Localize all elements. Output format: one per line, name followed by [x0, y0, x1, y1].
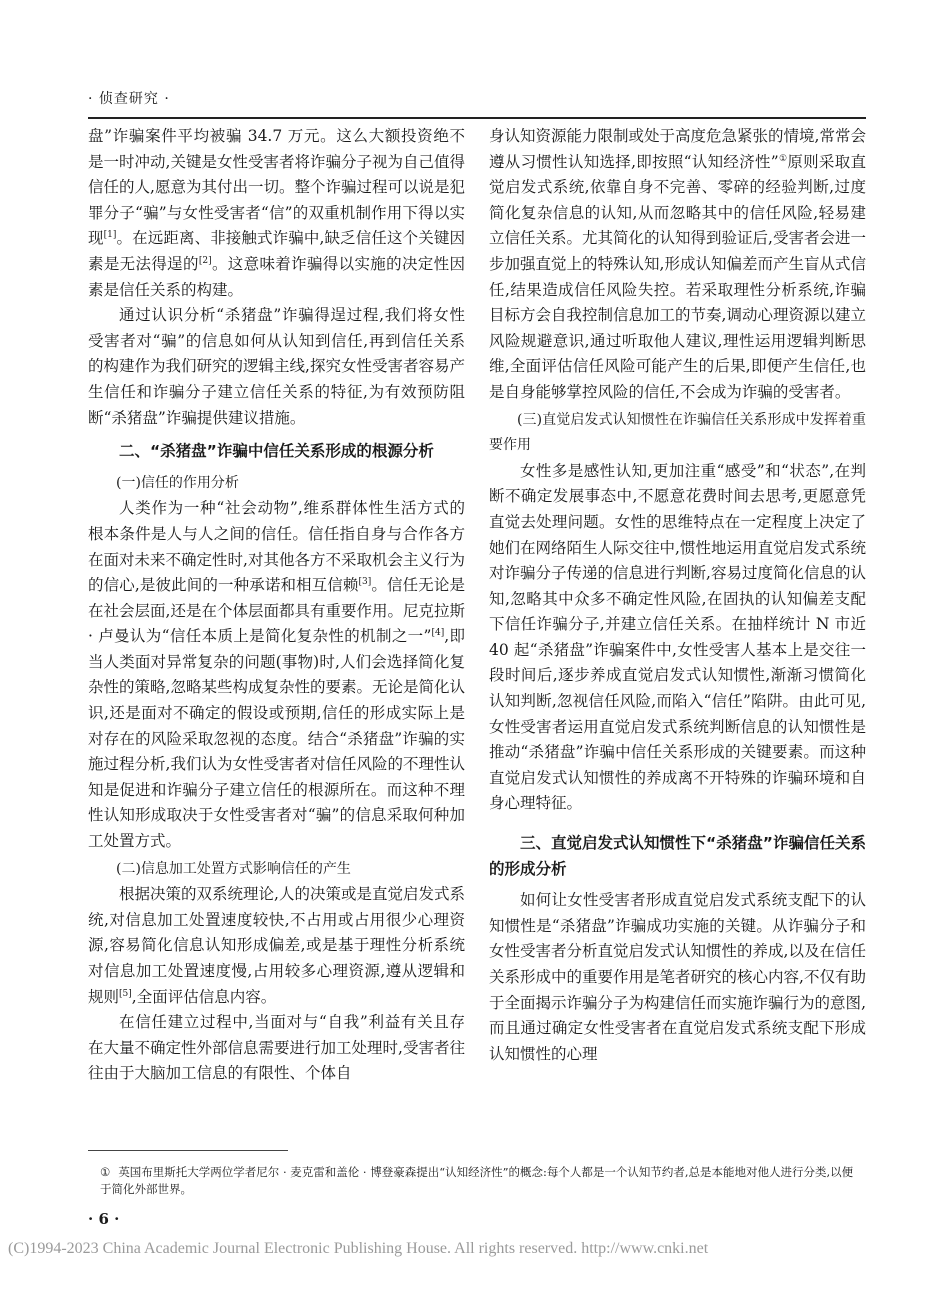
section-heading: 二、“杀猪盘”诈骗中信任关系形成的根源分析 [119, 442, 434, 461]
subsection-heading: (一)信任的作用分析 [116, 474, 239, 491]
footnote-number: ① [100, 1165, 111, 1179]
copyright-watermark: (C)1994-2023 China Academic Journal Electronic Publishing House. All rights reserved. http://www.cnki.net [8, 1240, 709, 1257]
subsection-heading: (三)直觉启发式认知惯性在诈骗信任关系形成中发挥着重要作用 [489, 411, 866, 454]
citation-ref[interactable]: [1] [103, 230, 117, 241]
header-rule [88, 117, 866, 119]
paragraph: 如何让女性受害者形成直觉启发式系统支配下的认知惯性是“杀猪盘”诈骗成功实施的关键。从诈骗分子和女性受害者分析直觉启发式认知惯性的养成,以及在信任关系形成中的重要作用是笔者研究的核心内容,不仅有助于全面揭示诈骗分子为构建信任而实施诈骗行为的意图,而且通过确定女性受害者在直觉启发式系统支配下形成认知惯性的心理 [489, 891, 866, 1063]
footnote-ref[interactable]: ① [778, 153, 788, 164]
section-heading: 三、直觉启发式认知惯性下“杀猪盘”诈骗信任关系的形成分析 [489, 834, 866, 878]
citation-ref[interactable]: [3] [358, 576, 372, 587]
right-column [489, 124, 866, 1067]
footnote-text: 英国布里斯托大学两位学者尼尔 · 麦克雷和盖伦 · 博登豪森提出“认知经济性”的概念:每个人都是一个认知节约者,总是本能地对他人进行分类,以便于简化外部世界。 [100, 1165, 854, 1196]
citation-ref[interactable]: [2] [198, 255, 212, 266]
paragraph: 通过认识分析“杀猪盘”诈骗得逞过程,我们将女性受害者对“骗”的信息如何从认知到信任,再到信任关系的构建作为我们研究的逻辑主线,探究女性受害者容易产生信任和诈骗分子建立信任关系的特征,为有效预防阻断“杀猪盘”诈骗提供建议措施。 [88, 306, 465, 427]
paragraph: 根据决策的双系统理论,人的决策或是直觉启发式系统,对信息加工处置速度较快,不占用或占用很少心理资源,容易简化信息认知形成偏差,或是基于理性分析系统对信息加工处置速度慢,占用较多心理资源,遵从逻辑和规则[5],全面评估信息内容。 [88, 885, 465, 1006]
page-number: · 6 · [88, 1210, 120, 1228]
running-header: · 侦查研究 · [88, 91, 170, 107]
paragraph: 盘”诈骗案件平均被骗 34.7 万元。这么大额投资绝不是一时冲动,关键是女性受害者将诈骗分子视为自己值得信任的人,愿意为其付出一切。整个诈骗过程可以说是犯罪分子“骗”与女性受害者“信”的双重机制作用下得以实现[1]。在远距离、非接触式诈骗中,缺乏信任这个关键因素是无法得逞的[2]。这意味着诈骗得以实施的决定性因素是信任关系的构建。 [88, 127, 465, 299]
paragraph: 身认知资源能力限制或处于高度危急紧张的情境,常常会遵从习惯性认知选择,即按照“认知经济性”①原则采取直觉启发式系统,依靠自身不完善、零碎的经验判断,过度简化复杂信息的认知,从而忽略其中的信任风险,轻易建立信任关系。尤其简化的认知得到验证后,受害者会进一步加强直觉上的特殊认知,形成认知偏差而产生盲从式信任,结果造成信任风险失控。若采取理性分析系统,诈骗目标方会自我控制信息加工的节奏,调动心理资源以建立风险规避意识,通过听取他人建议,理性运用逻辑判断思维,全面评估信任风险可能产生的后果,即便产生信任,也是自身能够掌控风险的信任,不会成为诈骗的受害者。 [489, 127, 866, 401]
left-column [88, 124, 465, 1087]
citation-ref[interactable]: [5] [119, 988, 132, 999]
subsection-heading: (二)信息加工处置方式影响信任的产生 [116, 860, 351, 877]
paragraph: 在信任建立过程中,当面对与“自我”利益有关且存在大量不确定性外部信息需要进行加工处理时,受害者往往由于大脑加工信息的有限性、个体自 [88, 1013, 465, 1083]
footnote-rule [88, 1150, 288, 1151]
paragraph: 女性多是感性认知,更加注重“感受”和“状态”,在判断不确定发展事态中,不愿意花费时间去思考,更愿意凭直觉去处理问题。女性的思维特点在一定程度上决定了她们在网络陌生人际交往中,惯性地运用直觉启发式系统对诈骗分子传递的信息进行判断,容易过度简化信息的认知,忽略其中众多不确定性风险,在固执的认知偏差支配下信任诈骗分子,并建立信任关系。在抽样统计 N 市近 40 起“杀猪盘”诈骗案件中,女性受害人基本上是交往一段时间后,逐步养成直觉启发式认知惯性,渐渐习惯简化认知判断,忽视信任风险,而陷入“信任”陷阱。由此可见,女性受害者运用直觉启发式系统判断信息的认知惯性是推动“杀猪盘”诈骗中信任关系形成的关键要素。而这种直觉启发式认知惯性的养成离不开特殊的诈骗环境和自身心理特征。 [489, 461, 866, 813]
footnote [100, 1164, 860, 1198]
citation-ref[interactable]: [4] [431, 628, 445, 639]
paragraph: 人类作为一种“社会动物”,维系群体性生活方式的根本条件是人与人之间的信任。信任指自身与合作各方在面对未来不确定性时,对其他各方不采取机会主义行为的信心,是彼此间的一种承诺和相互信赖[3]。信任无论是在社会层面,还是在个体层面都具有重要作用。尼克拉斯 · 卢曼认为“信任本质上是简化复杂性的机制之一”[4],即当人类面对异常复杂的问题(事物)时,人们会选择简化复杂性的策略,忽略某些构成复杂性的要素。无论是简化认识,还是面对不确定的假设或预期,信任的形成实际上是对存在的风险采取忽视的态度。结合“杀猪盘”诈骗的实施过程分析,我们认为女性受害者对信任风险的不理性认知是促进和诈骗分子建立信任的根源所在。而这种不理性认知形成取决于女性受害者对“骗”的信息采取何种加工处置方式。 [88, 499, 465, 851]
